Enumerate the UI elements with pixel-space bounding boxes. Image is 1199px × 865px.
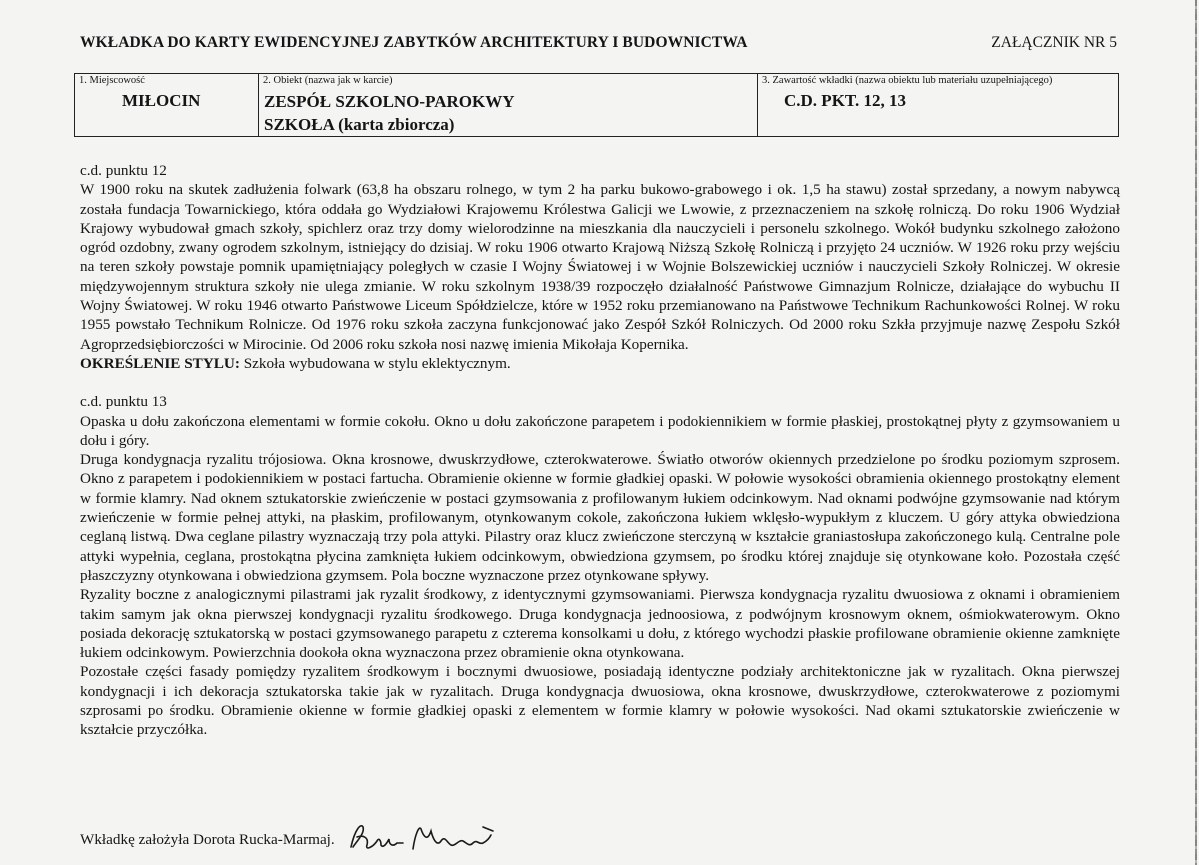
annex-number: ZAŁĄCZNIK NR 5	[991, 34, 1117, 51]
author-line	[80, 823, 513, 857]
object-value-line2: SZKOŁA (karta zbiorcza)	[264, 115, 455, 134]
section13-paragraph: Pozostałe części fasady pomiędzy ryzalitem środkowym i bocznymi dwuosiowe, posiadają identyczne podziały architektoniczne jak w ryzalitach. Okna pierwszej kondygnacji i ich dekoracja sztukatorska takie jak w ryzalitach. Druga kondygnacja dwuosiowa, okna krosnowe, dwuskrzydłowe, czterokwaterowe z poziomymi szprosami po środku. Obramienie okienne w formie gładkiej opaski z elementem w formie klamry w połowie wysokości. Nad okami sztukatorskie zwieńczenie w kształcie przyczółka.	[80, 663, 1120, 739]
content-cell	[757, 74, 1118, 136]
style-text: Szkoła wybudowana w stylu eklektycznym.	[239, 354, 511, 372]
content-label: 3. Zawartość wkładki (nazwa obiektu lub materiału uzupełniającego)	[762, 75, 1053, 86]
section12-paragraph: W 1900 roku na skutek zadłużenia folwark (63,8 ha obszaru rolnego, w tym 2 ha parku bukowo-grabowego i ok. 1,5 ha stawu) został sprzedany, a nowym nabywcą została fundacja Towarnickiego, która oddała go Wydziałowi Krajowemu Królestwa Galicji we Lwowie, z przeznaczeniem na szkołę rolniczą. Do roku 1906 Wydział Krajowy wybudował gmach szkoły, spichlerz oraz trzy domy wielorodzinne na mieszkania dla nauczycieli i personelu szkolnego. Wokół budynku szkolnego założono ogród ozdobny, zwany ogrodem szkolnym, istniejący do dzisiaj. W roku 1906 otwarto Krajową Niższą Szkołę Rolniczą i przyjęto 24 uczniów. W 1926 roku przy wejściu na teren szkoły powstaje pomnik upamiętniający poległych w czasie I Wojny Światowej i w Wojnie Bolszewickiej uczniów i nauczycieli Szkoły Rolniczej. W okresie międzywojennym struktura szkoły nie ulega zmianie. W roku szkolnym 1938/39 rozpoczęło działalność Państwowe Gimnazjum Rolnicze, działające do wybuchu II Wojny Światowej. W roku 1946 otwarto Państwowe Liceum Spółdzielcze, które w 1952 roku przemianowano na Państwowe Technikum Rachunkowości Rolnej. W roku 1955 powstało Technikum Rolnicze. Od 1976 roku szkoła zaczyna funkcjonować jako Zespół Szkół Rolniczych. Od 2000 roku Szkła przyjmuje nazwę Zespołu Szkół Agroprzedsiębiorczości w Mirocinie. Od 2006 roku szkoła nosi nazwę imienia Mikołaja Kopernika.	[80, 181, 1120, 353]
object-value-line1: ZESPÓŁ SZKOLNO-PAROKWY	[264, 92, 515, 111]
section13-heading: c.d. punktu 13	[80, 393, 167, 411]
style-label: OKREŚLENIE STYLU:	[80, 354, 240, 372]
locality-cell	[75, 74, 258, 136]
object-value	[264, 90, 514, 136]
section13-paragraph: Druga kondygnacja ryzalitu trójosiowa. Okna krosnowe, dwuskrzydłowe, czterokwaterowe. Światło otworów okiennych przedzielone po środku poziomym szprosem. Okno z parapetem i podokiennikiem w postaci fartucha. Obramienie okienne w formie gładkiej opaski. W połowie wysokości obramienia okiennego prostokątny element w formie klamry. Nad oknem sztukatorskie zwieńczenie w postaci gzymsowania z profilowanym łukiem odcinkowym. Nad oknami podwójne gzymsowanie nad którym zwieńczenie w formie pełnej attyki, na płaskim, profilowanym, otynkowanym cokole, zakończona łukiem wklęsło-wypukłym z kluczem. U góry attyka obwiedziona ceglaną listwą. Dwa ceglane pilastry wyznaczają trzy pola attyki. Pilastry oraz klucz zwieńczone sterczyną w kształcie graniastosłupa zakończonego kulą. Centralne pole attyki wypełnia, ceglana, prostokątna płycina zamknięta łukiem odcinkowym, obwiedziona gzymsem, po środku której znajduje się otynkowane koło. Pozostała część płaszczyzny otynkowana i obwiedziona gzymsem. Pola boczne wyznaczone przez otynkowane spływy.	[80, 451, 1120, 584]
document-title: WKŁADKA DO KARTY EWIDENCYJNEJ ZABYTKÓW ARCHITEKTURY I BUDOWNICTWA	[80, 34, 748, 51]
scan-edge	[1195, 0, 1197, 865]
object-label: 2. Obiekt (nazwa jak w karcie)	[263, 75, 393, 86]
author-text: Wkładkę założyła Dorota Rucka-Marmaj.	[80, 831, 335, 848]
section13-paragraph: Ryzality boczne z analogicznymi pilastrami jak ryzalit środkowy, z identycznymi gzymsowaniami. Pierwsza kondygnacja ryzalitu dwuosiowa z oknami i obramieniem takim samym jak okna pierwszej kondygnacji ryzalitu środkowego. Druga kondygnacja jednoosiowa, z podwójnym krosnowym oknem, ośmiokwaterowym. Okno posiada dekorację sztukatorską w postaci gzymsowanego parapetu z czterema konsolkami u dołu, z którego wychodzi płaskie profilowane obramienie okienne zamknięte łukiem odcinkowym. Powierzchnia dookoła okna wyznaczona przez obramienie okna otynkowana.	[80, 586, 1120, 662]
locality-label: 1. Miejscowość	[79, 75, 145, 86]
section13-paragraph: Opaska u dołu zakończona elementami w formie cokołu. Okno u dołu zakończone parapetem i podokiennikiem w formie płaskiej, prostokątnej płyty z gzymsowaniem u dołu i góry.	[80, 412, 1120, 449]
content-value: C.D. PKT. 12, 13	[784, 91, 906, 110]
section12-heading: c.d. punktu 12	[80, 162, 167, 179]
info-table	[74, 73, 1119, 137]
style-line	[80, 354, 1120, 373]
object-cell	[258, 74, 757, 136]
handwritten-signature-icon	[343, 817, 513, 857]
locality-value: MIŁOCIN	[122, 91, 201, 110]
document-body	[80, 161, 1120, 740]
